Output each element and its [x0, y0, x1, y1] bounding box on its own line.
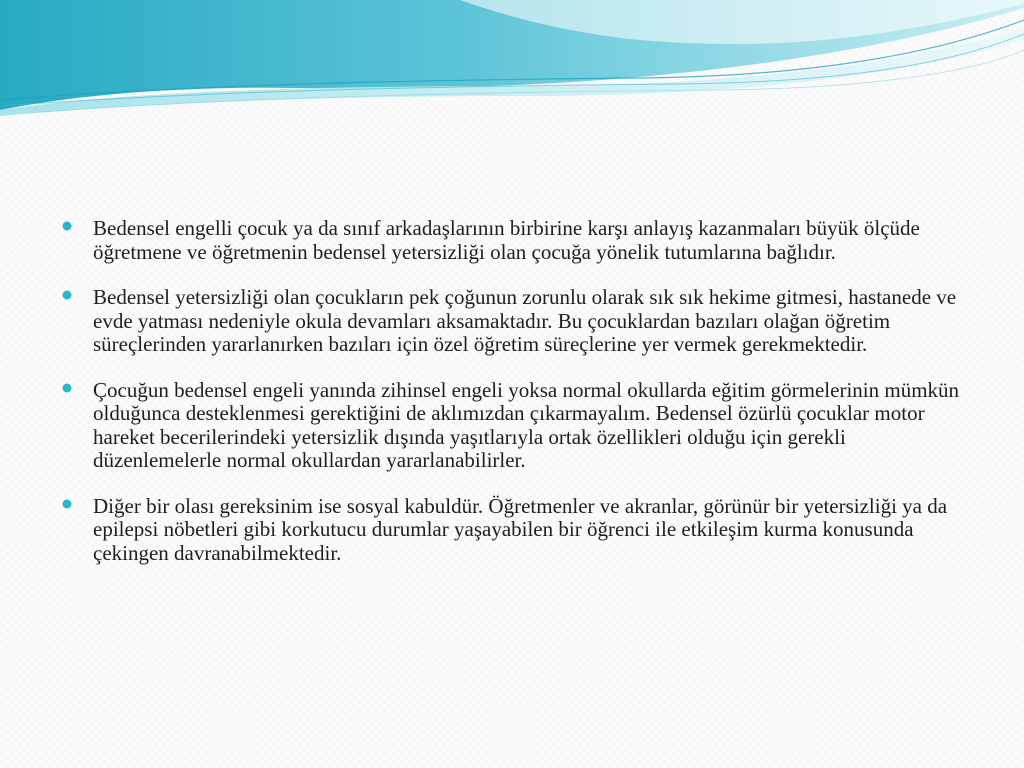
- header-wave-decoration: [0, 0, 1024, 130]
- bullet-item-1: [60, 217, 965, 264]
- bullet-dot-icon: [62, 383, 72, 393]
- bullet-dot-icon: [62, 499, 72, 509]
- bullet-list: [60, 217, 965, 587]
- bullet-item-2: [60, 286, 965, 357]
- bullet-text: Bedensel engelli çocuk ya da sınıf arkadaşlarının birbirine karşı anlayış kazanmaları büyük ölçüde öğretmene ve öğretmenin bedensel yetersizliği olan çocuğa yönelik tutumlarına bağlıdır.: [93, 216, 920, 264]
- bullet-text: Çocuğun bedensel engeli yanında zihinsel engeli yoksa normal okullarda eğitim görmelerinin mümkün olduğunca desteklenmesi gerektiğini de aklımızdan çıkarmayalım. Bedensel özürlü çocuklar motor hareket becerilerindeki yetersizlik dışında yaşıtlarıyla ortak özellikleri olduğu için gerekli düzenlemelerle normal okullardan yararlanabilirler.: [93, 377, 960, 472]
- bullet-text: Diğer bir olası gereksinim ise sosyal kabuldür. Öğretmenler ve akranlar, görünür bir yetersizliği ya da epilepsi nöbetleri gibi korkutucu durumlar yaşayabilen bir öğrenci ile etkileşim kurma konusunda çekingen davranabilmektedir.: [93, 493, 948, 565]
- bullet-dot-icon: [62, 290, 72, 300]
- bullet-item-3: [60, 379, 965, 473]
- bullet-dot-icon: [62, 221, 72, 231]
- bullet-text: Bedensel yetersizliği olan çocukların pek çoğunun zorunlu olarak sık sık hekime gitmesi, hastanede ve evde yatması nedeniyle okula devamları aksamaktadır. Bu çocuklardan bazıları olağan öğretim süreçlerinden yararlanırken bazıları için özel öğretim süreçlerine yer vermek gerekmektedir.: [93, 285, 957, 356]
- bullet-item-4: [60, 495, 965, 566]
